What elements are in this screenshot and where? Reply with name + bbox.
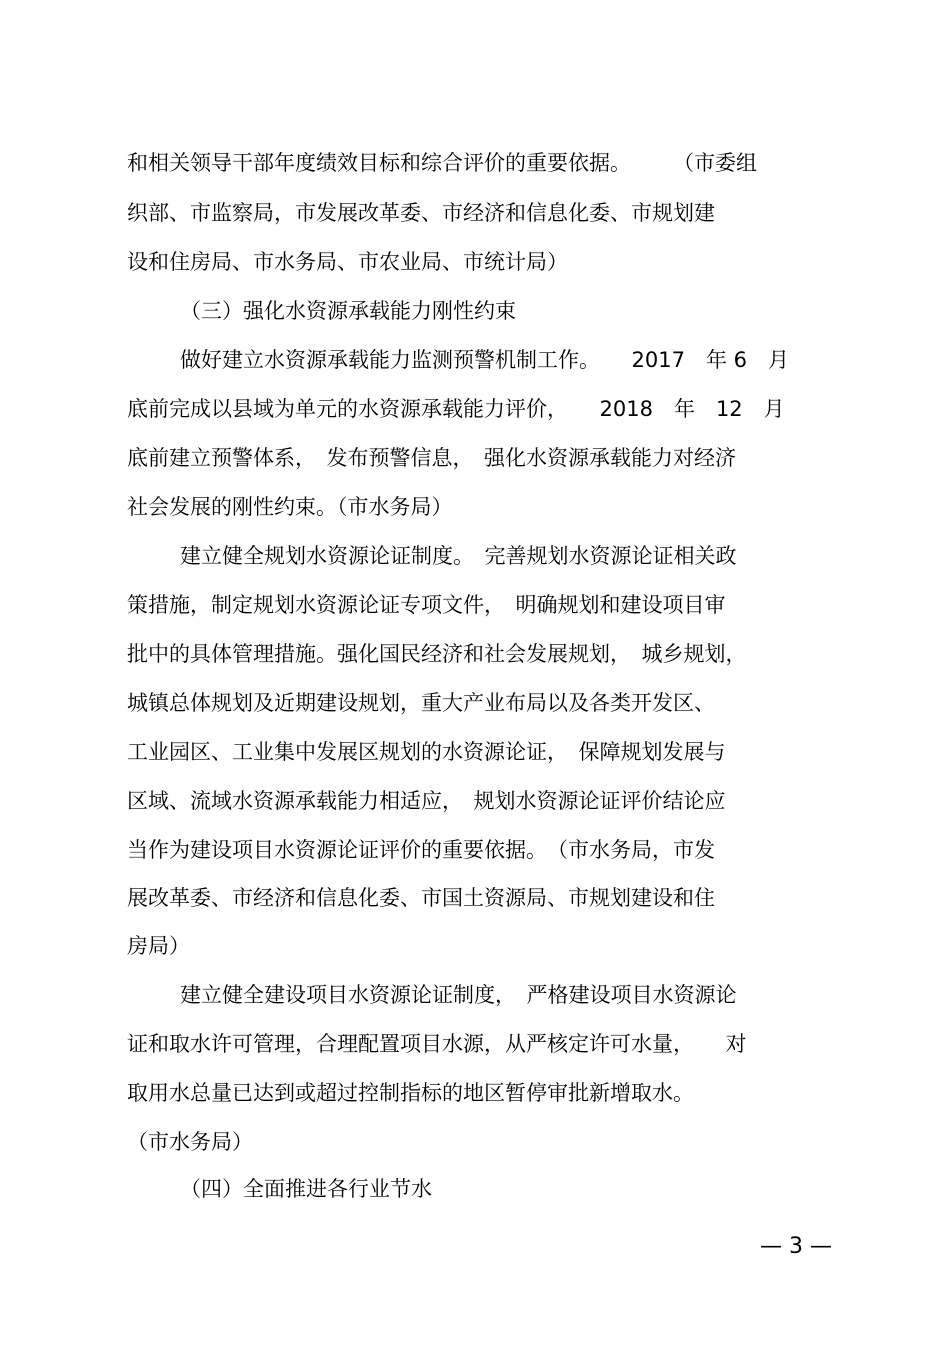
text-line: 建立健全建设项目水资源论证制度， 严格建设项目水资源论 xyxy=(180,983,737,1007)
text-line: 织部、市监察局，市发展改革委、市经济和信息化委、市规划建 xyxy=(127,201,715,225)
text-line: （市水务局） xyxy=(127,1130,253,1154)
section-heading: （三）强化水资源承载能力刚性约束 xyxy=(180,299,516,323)
text-line: 做好建立水资源承载能力监测预警机制工作。 2017 年 6 月 xyxy=(180,348,789,372)
text-line: 建立健全规划水资源论证制度。 完善规划水资源论证相关政 xyxy=(180,544,737,568)
text-line: 社会发展的刚性约束。（市水务局） xyxy=(127,495,453,519)
page-number: — 3 — xyxy=(760,1234,832,1259)
text-line: 展改革委、市经济和信息化委、市国土资源局、市规划建设和住 xyxy=(127,886,715,910)
text-line: 底前完成以县域为单元的水资源承载能力评价， 2018 年 12 月 xyxy=(127,397,785,421)
text-line: 房局） xyxy=(127,934,190,958)
text-line: 城镇总体规划及近期建设规划，重大产业布局以及各类开发区、 xyxy=(127,691,715,715)
text-line: 底前建立预警体系， 发布预警信息， 强化水资源承载能力对经济 xyxy=(127,446,736,470)
text-line: 证和取水许可管理，合理配置项目水源，从严核定许可水量， 对 xyxy=(127,1032,747,1056)
section-heading: （四）全面推进各行业节水 xyxy=(180,1177,432,1201)
text-line: 当作为建设项目水资源论证评价的重要依据。 （市水务局，市发 xyxy=(127,838,715,862)
text-line: 取用水总量已达到或超过控制指标的地区暂停审批新增取水。 xyxy=(127,1081,694,1105)
text-line: 和相关领导干部年度绩效目标和综合评价的重要依据。 （市委组 xyxy=(127,151,757,175)
text-line: 设和住房局、市水务局、市农业局、市统计局） xyxy=(127,250,568,274)
text-line: 批中的具体管理措施。强化国民经济和社会发展规划， 城乡规划， xyxy=(127,642,747,666)
text-line: 区域、流域水资源承载能力相适应， 规划水资源论证评价结论应 xyxy=(127,789,726,813)
text-line: 策措施，制定规划水资源论证专项文件， 明确规划和建设项目审 xyxy=(127,593,726,617)
text-line: 工业园区、工业集中发展区规划的水资源论证， 保障规划发展与 xyxy=(127,740,726,764)
